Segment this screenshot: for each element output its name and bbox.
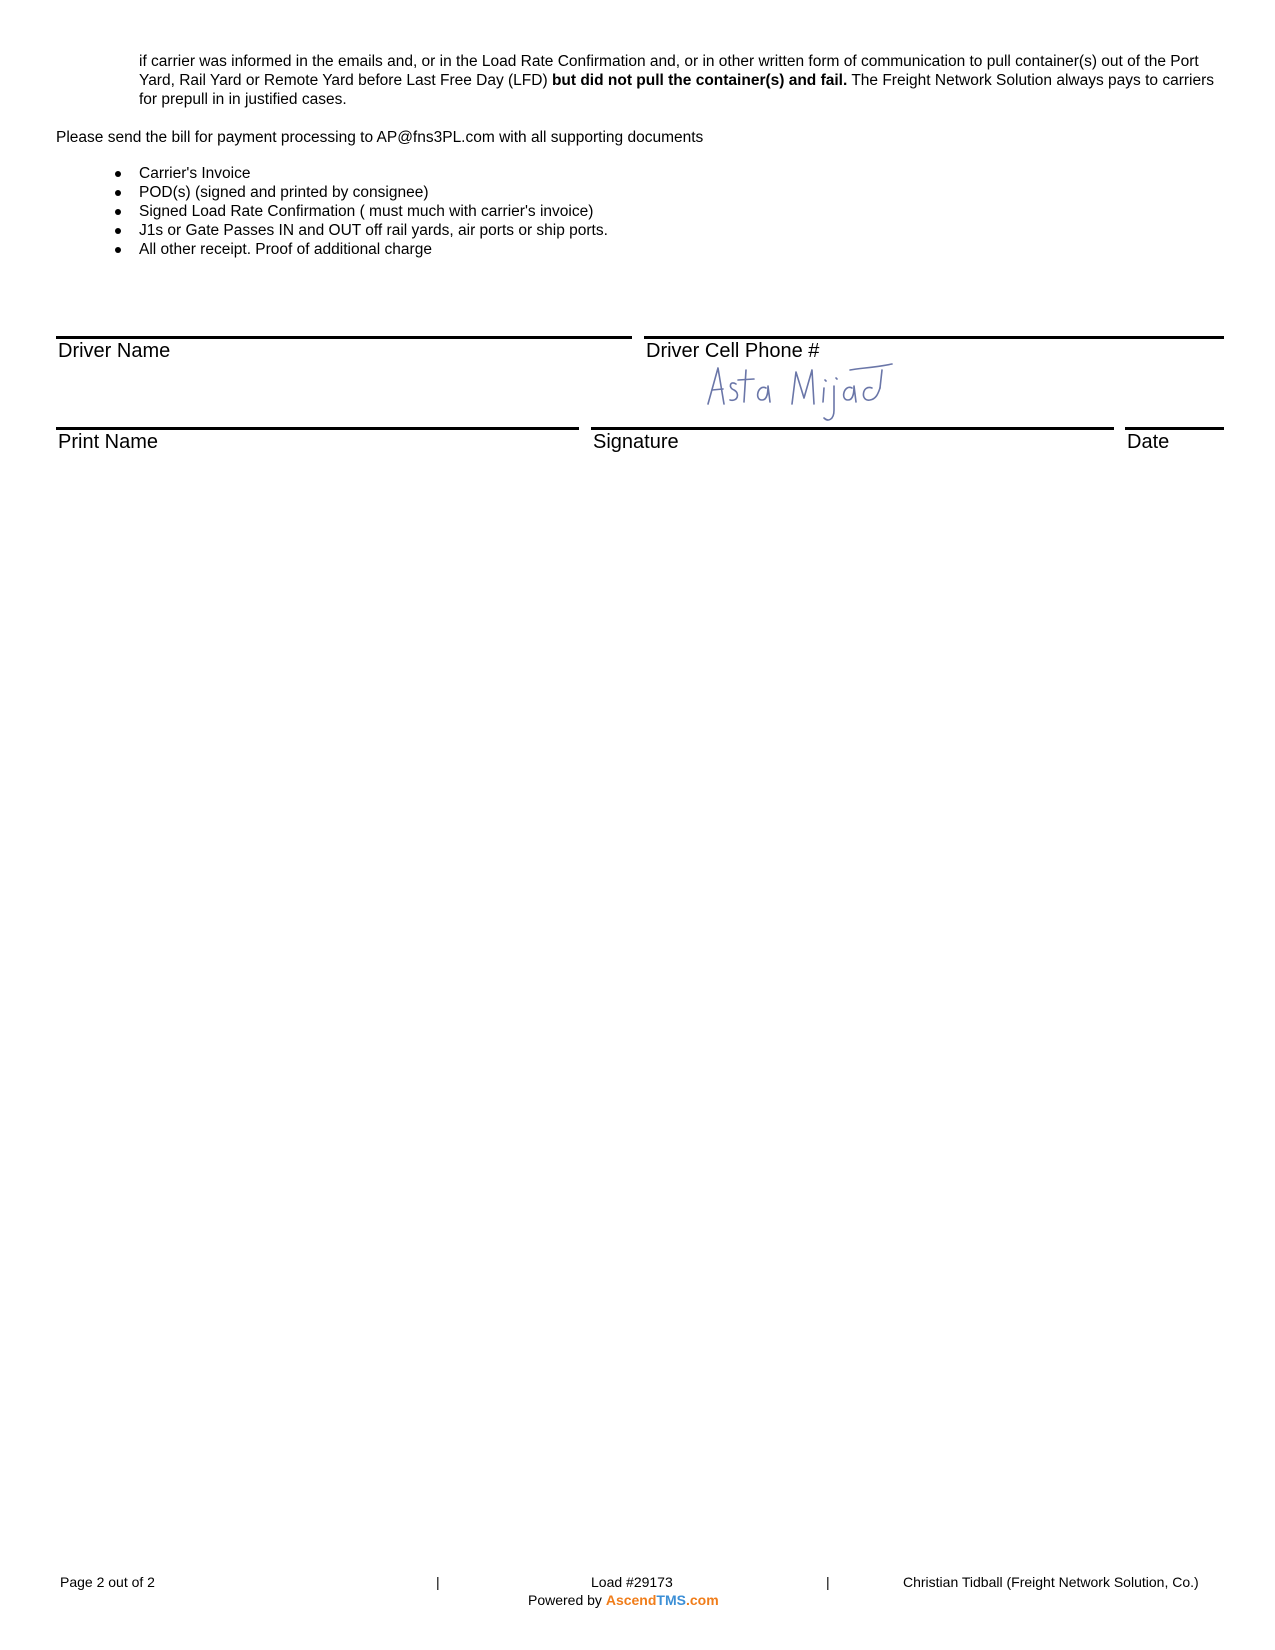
load-number: Load #29173 [591, 1574, 673, 1590]
date-label: Date [1127, 431, 1170, 453]
footer-separator: | [436, 1574, 440, 1590]
list-item: J1s or Gate Passes IN and OUT off rail yards, air ports or ship ports. [113, 221, 608, 240]
send-instruction: Please send the bill for payment processing to AP@fns3PL.com with all supporting documents [56, 129, 704, 146]
brand-tms: TMS [656, 1592, 686, 1608]
page-number: Page 2 out of 2 [60, 1574, 155, 1590]
driver-name-label: Driver Name [58, 340, 171, 362]
supporting-documents-list [113, 164, 608, 259]
list-item: Carrier's Invoice [113, 164, 608, 183]
company-name: Christian Tidball (Freight Network Solution, Co.) [903, 1574, 1199, 1590]
terms-text-1: if carrier was informed in the emails and, or in the Load Rate Confirmation and, or in other written form of communication to pull container(s) out of the Port Yard, Rail Yard or Remote Yard before Last Free Day (LFD) [139, 53, 1199, 89]
driver-name-line [56, 336, 632, 339]
terms-paragraph [139, 52, 1224, 109]
driver-phone-line [644, 336, 1224, 339]
list-item: POD(s) (signed and printed by consignee) [113, 183, 608, 202]
driver-phone-label: Driver Cell Phone # [646, 340, 820, 362]
brand-com: .com [685, 1592, 719, 1608]
list-item: Signed Load Rate Confirmation ( must much with carrier's invoice) [113, 202, 608, 221]
terms-text-bold: but did not pull the container(s) and fail. [551, 72, 848, 89]
date-line [1125, 427, 1224, 430]
signature-label: Signature [593, 431, 679, 453]
list-item: All other receipt. Proof of additional charge [113, 240, 608, 259]
footer-separator: | [826, 1574, 830, 1590]
signature-line [591, 427, 1114, 430]
print-name-line [56, 427, 579, 430]
print-name-label: Print Name [58, 431, 159, 453]
powered-by [528, 1592, 719, 1608]
terms-text-2: The Freight Network Solution always pays to carriers for prepull in in justified cases. [139, 72, 1214, 108]
powered-by-label: Powered by [528, 1592, 602, 1608]
handwritten-signature [700, 358, 900, 438]
brand-ascend: Ascend [605, 1592, 657, 1608]
